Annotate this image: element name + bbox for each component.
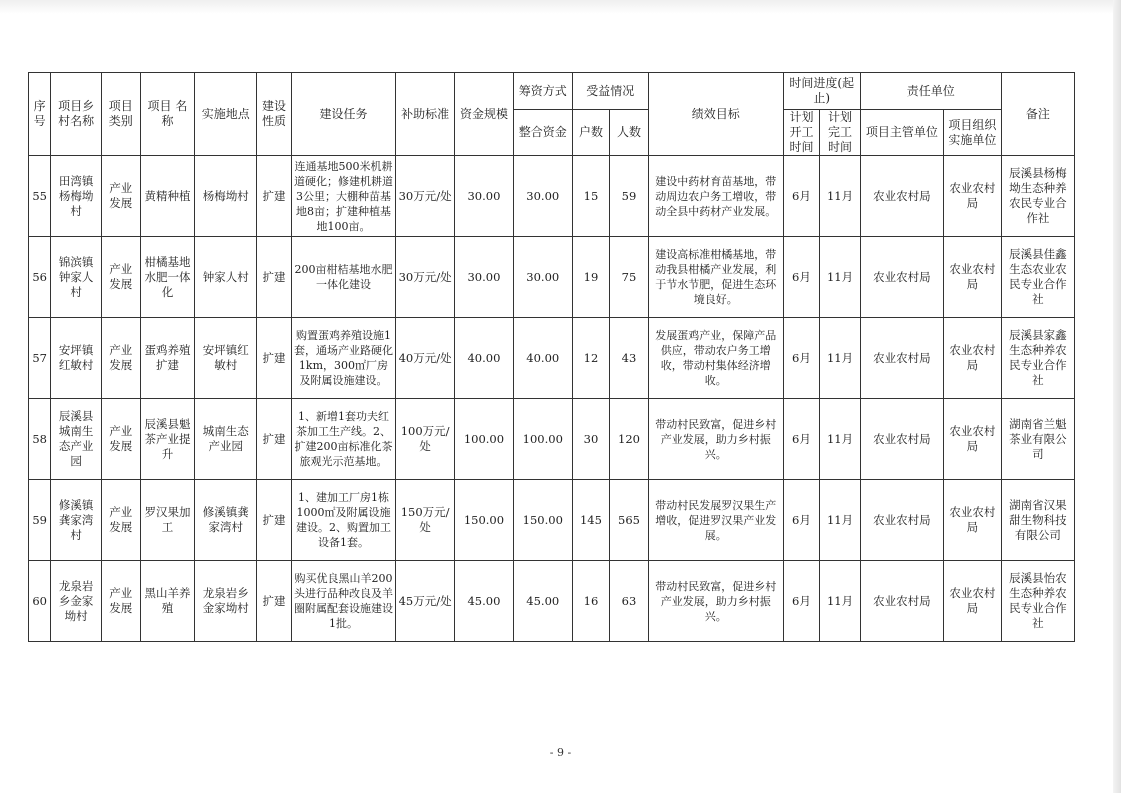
header-nature: 建设性质 bbox=[257, 73, 291, 156]
cell-goal: 带动村民致富，促进乡村产业发展，助力乡村振兴。 bbox=[648, 561, 783, 642]
cell-goal: 发展蛋鸡产业，保障产品供应，带动农户务工增收，带动村集体经济增收。 bbox=[648, 318, 783, 399]
cell-persons: 75 bbox=[610, 237, 649, 318]
cell-nature: 扩建 bbox=[257, 237, 291, 318]
cell-start: 6月 bbox=[783, 318, 820, 399]
header-persons: 人数 bbox=[610, 110, 649, 156]
cell-households: 16 bbox=[572, 561, 610, 642]
project-table bbox=[28, 72, 1075, 642]
cell-scale: 150.00 bbox=[455, 480, 514, 561]
cell-location: 杨梅坳村 bbox=[195, 156, 257, 237]
cell-nature: 扩建 bbox=[257, 318, 291, 399]
cell-integrated: 40.00 bbox=[513, 318, 572, 399]
header-schedule: 时间进度(起止) bbox=[783, 73, 860, 110]
cell-seq: 59 bbox=[29, 480, 51, 561]
cell-integrated: 100.00 bbox=[513, 399, 572, 480]
table-row bbox=[29, 399, 1075, 480]
cell-start: 6月 bbox=[783, 156, 820, 237]
cell-end: 11月 bbox=[820, 318, 861, 399]
cell-township: 田湾镇杨梅坳村 bbox=[51, 156, 102, 237]
cell-township: 辰溪县城南生态产业园 bbox=[51, 399, 102, 480]
cell-households: 145 bbox=[572, 480, 610, 561]
cell-category: 产业发展 bbox=[102, 480, 141, 561]
header-seq: 序号 bbox=[29, 73, 51, 156]
cell-integrated: 30.00 bbox=[513, 237, 572, 318]
cell-impl-unit: 农业农村局 bbox=[943, 318, 1001, 399]
cell-category: 产业发展 bbox=[102, 318, 141, 399]
table-row bbox=[29, 237, 1075, 318]
cell-township: 锦滨镇钟家人村 bbox=[51, 237, 102, 318]
cell-remark: 辰溪县佳鑫生态农业农民专业合作社 bbox=[1001, 237, 1074, 318]
cell-goal: 建设中药材育苗基地，带动周边农户务工增收，带动全县中药材产业发展。 bbox=[648, 156, 783, 237]
cell-remark: 湖南省兰魁茶业有限公司 bbox=[1001, 399, 1074, 480]
cell-nature: 扩建 bbox=[257, 399, 291, 480]
page-number: - 9 - bbox=[549, 746, 572, 759]
cell-persons: 63 bbox=[610, 561, 649, 642]
cell-location: 安坪镇红敏村 bbox=[195, 318, 257, 399]
cell-households: 19 bbox=[572, 237, 610, 318]
cell-end: 11月 bbox=[820, 237, 861, 318]
cell-task: 购买优良黑山羊200头进行品种改良及羊圈附属配套设施建设1批。 bbox=[291, 561, 395, 642]
cell-township: 龙泉岩乡金家坳村 bbox=[51, 561, 102, 642]
header-remark: 备注 bbox=[1001, 73, 1074, 156]
cell-category: 产业发展 bbox=[102, 156, 141, 237]
header-township: 项目乡村名称 bbox=[51, 73, 102, 156]
cell-township: 修溪镇龚家湾村 bbox=[51, 480, 102, 561]
cell-persons: 43 bbox=[610, 318, 649, 399]
cell-main-unit: 农业农村局 bbox=[860, 561, 943, 642]
cell-nature: 扩建 bbox=[257, 480, 291, 561]
cell-name: 蛋鸡养殖扩建 bbox=[140, 318, 195, 399]
cell-task: 连通基地500米机耕道硬化；修建机耕道3公里；大棚种苗基地8亩；扩建种植基地100亩。 bbox=[291, 156, 395, 237]
cell-subsidy: 40万元/处 bbox=[396, 318, 455, 399]
cell-impl-unit: 农业农村局 bbox=[943, 237, 1001, 318]
cell-name: 罗汉果加工 bbox=[140, 480, 195, 561]
cell-location: 城南生态产业园 bbox=[195, 399, 257, 480]
cell-location: 钟家人村 bbox=[195, 237, 257, 318]
cell-seq: 60 bbox=[29, 561, 51, 642]
header-goal: 绩效目标 bbox=[648, 73, 783, 156]
cell-category: 产业发展 bbox=[102, 561, 141, 642]
cell-remark: 辰溪县怡农生态种养农民专业合作社 bbox=[1001, 561, 1074, 642]
cell-township: 安坪镇红敏村 bbox=[51, 318, 102, 399]
cell-name: 黄精种植 bbox=[140, 156, 195, 237]
header-name: 项目 名称 bbox=[140, 73, 195, 156]
cell-task: 200亩柑桔基地水肥一体化建设 bbox=[291, 237, 395, 318]
cell-integrated: 30.00 bbox=[513, 156, 572, 237]
cell-main-unit: 农业农村局 bbox=[860, 237, 943, 318]
cell-subsidy: 30万元/处 bbox=[396, 156, 455, 237]
header-main-unit: 项目主管单位 bbox=[860, 110, 943, 156]
cell-seq: 57 bbox=[29, 318, 51, 399]
table-row bbox=[29, 318, 1075, 399]
cell-nature: 扩建 bbox=[257, 561, 291, 642]
cell-task: 购置蛋鸡养殖设施1套，通场产业路硬化1km，300㎡厂房及附属设施建设。 bbox=[291, 318, 395, 399]
cell-subsidy: 150万元/处 bbox=[396, 480, 455, 561]
cell-name: 柑橘基地水肥一体化 bbox=[140, 237, 195, 318]
cell-scale: 30.00 bbox=[455, 237, 514, 318]
header-benefit: 受益情况 bbox=[572, 73, 648, 110]
cell-households: 15 bbox=[572, 156, 610, 237]
cell-remark: 湖南省汉果甜生物科技有限公司 bbox=[1001, 480, 1074, 561]
cell-households: 30 bbox=[572, 399, 610, 480]
cell-main-unit: 农业农村局 bbox=[860, 156, 943, 237]
cell-task: 1、新增1套功夫红茶加工生产线。2、扩建200亩标准化茶旅观光示范基地。 bbox=[291, 399, 395, 480]
table-row bbox=[29, 480, 1075, 561]
cell-persons: 59 bbox=[610, 156, 649, 237]
cell-households: 12 bbox=[572, 318, 610, 399]
cell-name: 黑山羊养殖 bbox=[140, 561, 195, 642]
table-row bbox=[29, 561, 1075, 642]
header-impl-unit: 项目组织实施单位 bbox=[943, 110, 1001, 156]
cell-end: 11月 bbox=[820, 399, 861, 480]
cell-impl-unit: 农业农村局 bbox=[943, 156, 1001, 237]
cell-task: 1、建加工厂房1栋1000㎡及附属设施建设。2、购置加工设备1套。 bbox=[291, 480, 395, 561]
cell-category: 产业发展 bbox=[102, 399, 141, 480]
cell-end: 11月 bbox=[820, 156, 861, 237]
scan-shadow-top bbox=[0, 0, 1121, 14]
cell-scale: 45.00 bbox=[455, 561, 514, 642]
cell-subsidy: 45万元/处 bbox=[396, 561, 455, 642]
cell-end: 11月 bbox=[820, 561, 861, 642]
header-category: 项目类别 bbox=[102, 73, 141, 156]
cell-start: 6月 bbox=[783, 561, 820, 642]
cell-subsidy: 30万元/处 bbox=[396, 237, 455, 318]
cell-remark: 辰溪县家鑫生态种养农民专业合作社 bbox=[1001, 318, 1074, 399]
cell-start: 6月 bbox=[783, 399, 820, 480]
header-row-1 bbox=[29, 73, 1075, 110]
header-location: 实施地点 bbox=[195, 73, 257, 156]
header-scale: 资金规模 bbox=[455, 73, 514, 156]
header-households: 户数 bbox=[572, 110, 610, 156]
header-subsidy: 补助标准 bbox=[396, 73, 455, 156]
header-task: 建设任务 bbox=[291, 73, 395, 156]
cell-goal: 带动村民致富，促进乡村产业发展，助力乡村振兴。 bbox=[648, 399, 783, 480]
cell-name: 辰溪县魁茶产业提升 bbox=[140, 399, 195, 480]
cell-main-unit: 农业农村局 bbox=[860, 399, 943, 480]
cell-goal: 建设高标准柑橘基地，带动我县柑橘产业发展，利于节水节肥，促进生态环境良好。 bbox=[648, 237, 783, 318]
cell-impl-unit: 农业农村局 bbox=[943, 480, 1001, 561]
cell-seq: 56 bbox=[29, 237, 51, 318]
cell-subsidy: 100万元/处 bbox=[396, 399, 455, 480]
scan-shadow-edge bbox=[1113, 0, 1121, 793]
header-end: 计划完工时间 bbox=[820, 110, 861, 156]
cell-goal: 带动村民发展罗汉果生产增收，促进罗汉果产业发展。 bbox=[648, 480, 783, 561]
cell-main-unit: 农业农村局 bbox=[860, 480, 943, 561]
header-start: 计划开工时间 bbox=[783, 110, 820, 156]
cell-end: 11月 bbox=[820, 480, 861, 561]
cell-start: 6月 bbox=[783, 237, 820, 318]
cell-seq: 55 bbox=[29, 156, 51, 237]
cell-nature: 扩建 bbox=[257, 156, 291, 237]
cell-main-unit: 农业农村局 bbox=[860, 318, 943, 399]
cell-location: 龙泉岩乡金家坳村 bbox=[195, 561, 257, 642]
cell-impl-unit: 农业农村局 bbox=[943, 399, 1001, 480]
cell-seq: 58 bbox=[29, 399, 51, 480]
cell-persons: 565 bbox=[610, 480, 649, 561]
table-row bbox=[29, 156, 1075, 237]
header-responsible: 责任单位 bbox=[860, 73, 1001, 110]
cell-scale: 40.00 bbox=[455, 318, 514, 399]
header-funding-mode: 筹资方式 bbox=[513, 73, 572, 110]
header-integrated: 整合资金 bbox=[513, 110, 572, 156]
cell-remark: 辰溪县杨梅坳生态种养农民专业合作社 bbox=[1001, 156, 1074, 237]
cell-persons: 120 bbox=[610, 399, 649, 480]
cell-start: 6月 bbox=[783, 480, 820, 561]
cell-impl-unit: 农业农村局 bbox=[943, 561, 1001, 642]
cell-scale: 100.00 bbox=[455, 399, 514, 480]
cell-integrated: 45.00 bbox=[513, 561, 572, 642]
cell-integrated: 150.00 bbox=[513, 480, 572, 561]
cell-location: 修溪镇龚家湾村 bbox=[195, 480, 257, 561]
cell-scale: 30.00 bbox=[455, 156, 514, 237]
cell-category: 产业发展 bbox=[102, 237, 141, 318]
